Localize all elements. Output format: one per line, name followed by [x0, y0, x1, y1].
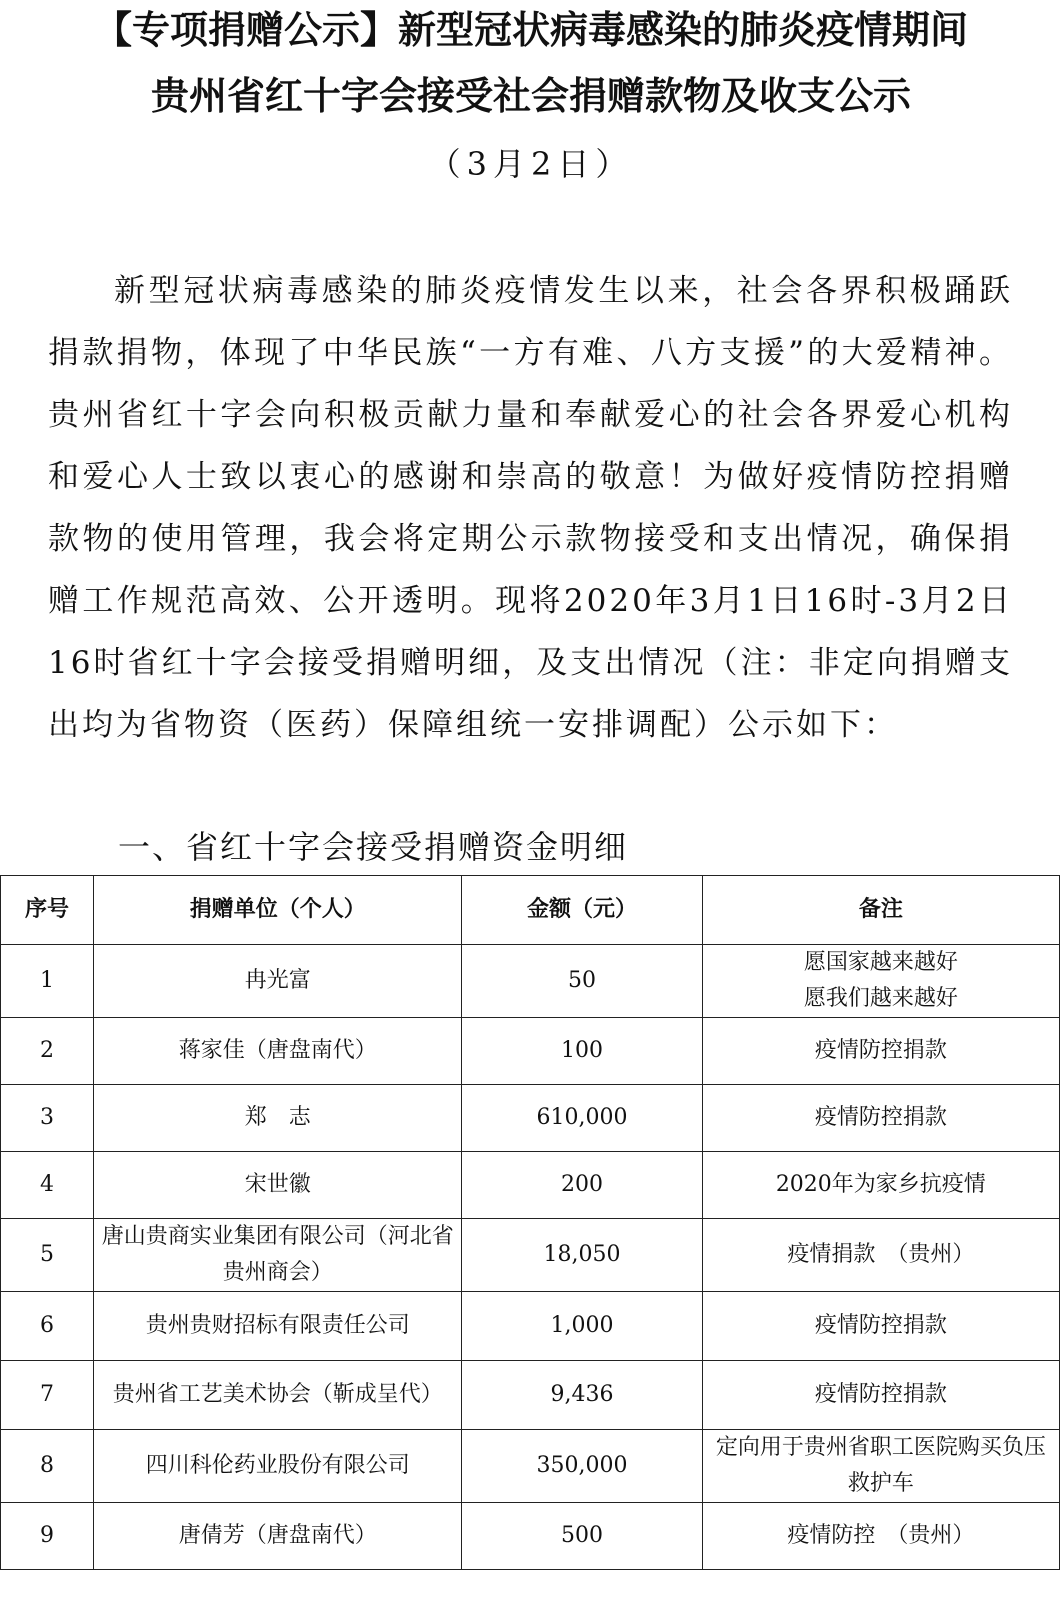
cell-donor: 唐倩芳（唐盘南代）	[94, 1503, 462, 1570]
cell-amount: 1,000	[462, 1292, 702, 1361]
cell-donor: 四川科伦药业股份有限公司	[94, 1430, 462, 1503]
table-row	[1, 1292, 1060, 1361]
table-row	[1, 1430, 1060, 1503]
cell-note: 疫情防控捐款	[702, 1292, 1059, 1361]
table-row	[1, 1018, 1060, 1085]
cell-amount: 610,000	[462, 1085, 702, 1152]
cell-amount: 200	[462, 1152, 702, 1219]
note-line-2: 愿我们越来越好	[803, 986, 958, 1011]
header-amount: 金额（元）	[462, 876, 702, 945]
table-row	[1, 945, 1060, 1018]
cell-donor: 郑 志	[94, 1085, 462, 1152]
cell-amount: 50	[462, 945, 702, 1018]
table-header-row	[1, 876, 1060, 945]
donation-table	[0, 875, 1060, 1570]
cell-serial-number: 8	[1, 1430, 94, 1503]
cell-serial-number: 6	[1, 1292, 94, 1361]
table-row	[1, 1219, 1060, 1292]
table-row	[1, 1085, 1060, 1152]
cell-donor: 贵州省工艺美术协会（靳成呈代）	[94, 1361, 462, 1430]
cell-amount: 500	[462, 1503, 702, 1570]
cell-serial-number: 4	[1, 1152, 94, 1219]
cell-serial-number: 3	[1, 1085, 94, 1152]
header-serial-number: 序号	[1, 876, 94, 945]
document-title-line-1: 【专项捐赠公示】新型冠状病毒感染的肺炎疫情期间	[93, 8, 968, 52]
cell-donor: 唐山贵商实业集团有限公司（河北省贵州商会）	[94, 1219, 462, 1292]
table-row	[1, 1152, 1060, 1219]
cell-note: 定向用于贵州省职工医院购买负压救护车	[702, 1430, 1059, 1503]
table-row	[1, 1361, 1060, 1430]
cell-donor: 冉光富	[94, 945, 462, 1018]
header-donor: 捐赠单位（个人）	[94, 876, 462, 945]
cell-serial-number: 9	[1, 1503, 94, 1570]
cell-donor: 蒋家佳（唐盘南代）	[94, 1018, 462, 1085]
cell-note: 疫情防控捐款	[702, 1361, 1059, 1430]
cell-amount: 18,050	[462, 1219, 702, 1292]
intro-paragraph: 新型冠状病毒感染的肺炎疫情发生以来，社会各界积极踊跃捐款捐物，体现了中华民族“一方有难、八方支援”的大爱精神。贵州省红十字会向积极贡献力量和奉献爱心的社会各界爱心机构和爱心人士致以衷心的感谢和崇高的敬意！为做好疫情防控捐赠款物的使用管理，我会将定期公示款物接受和支出情况，确保捐赠工作规范高效、公开透明。现将2020年3月1日16时-3月2日16时省红十字会接受捐赠明细，及支出情况（注：非定向捐赠支出均为省物资（医药）保障组统一安排调配）公示如下：	[48, 273, 1013, 743]
cell-amount: 9,436	[462, 1361, 702, 1430]
cell-note: 疫情防控 （贵州）	[702, 1503, 1059, 1570]
document-date: （3月2日）	[428, 145, 634, 183]
cell-serial-number: 7	[1, 1361, 94, 1430]
cell-serial-number: 1	[1, 945, 94, 1018]
cell-note: 2020年为家乡抗疫情	[702, 1152, 1059, 1219]
header-note: 备注	[702, 876, 1059, 945]
note-line-1: 愿国家越来越好	[803, 950, 958, 975]
cell-note: 疫情防控捐款	[702, 1018, 1059, 1085]
cell-donor: 宋世徽	[94, 1152, 462, 1219]
cell-amount: 100	[462, 1018, 702, 1085]
table-row	[1, 1503, 1060, 1570]
cell-amount: 350,000	[462, 1430, 702, 1503]
section-title: 一、省红十字会接受捐赠资金明细	[118, 828, 629, 866]
cell-note: 疫情防控捐款	[702, 1085, 1059, 1152]
cell-note	[702, 945, 1059, 1018]
cell-note: 疫情捐款 （贵州）	[702, 1219, 1059, 1292]
cell-serial-number: 5	[1, 1219, 94, 1292]
document-title-line-2: 贵州省红十字会接受社会捐赠款物及收支公示	[150, 74, 911, 118]
cell-donor: 贵州贵财招标有限责任公司	[94, 1292, 462, 1361]
cell-serial-number: 2	[1, 1018, 94, 1085]
